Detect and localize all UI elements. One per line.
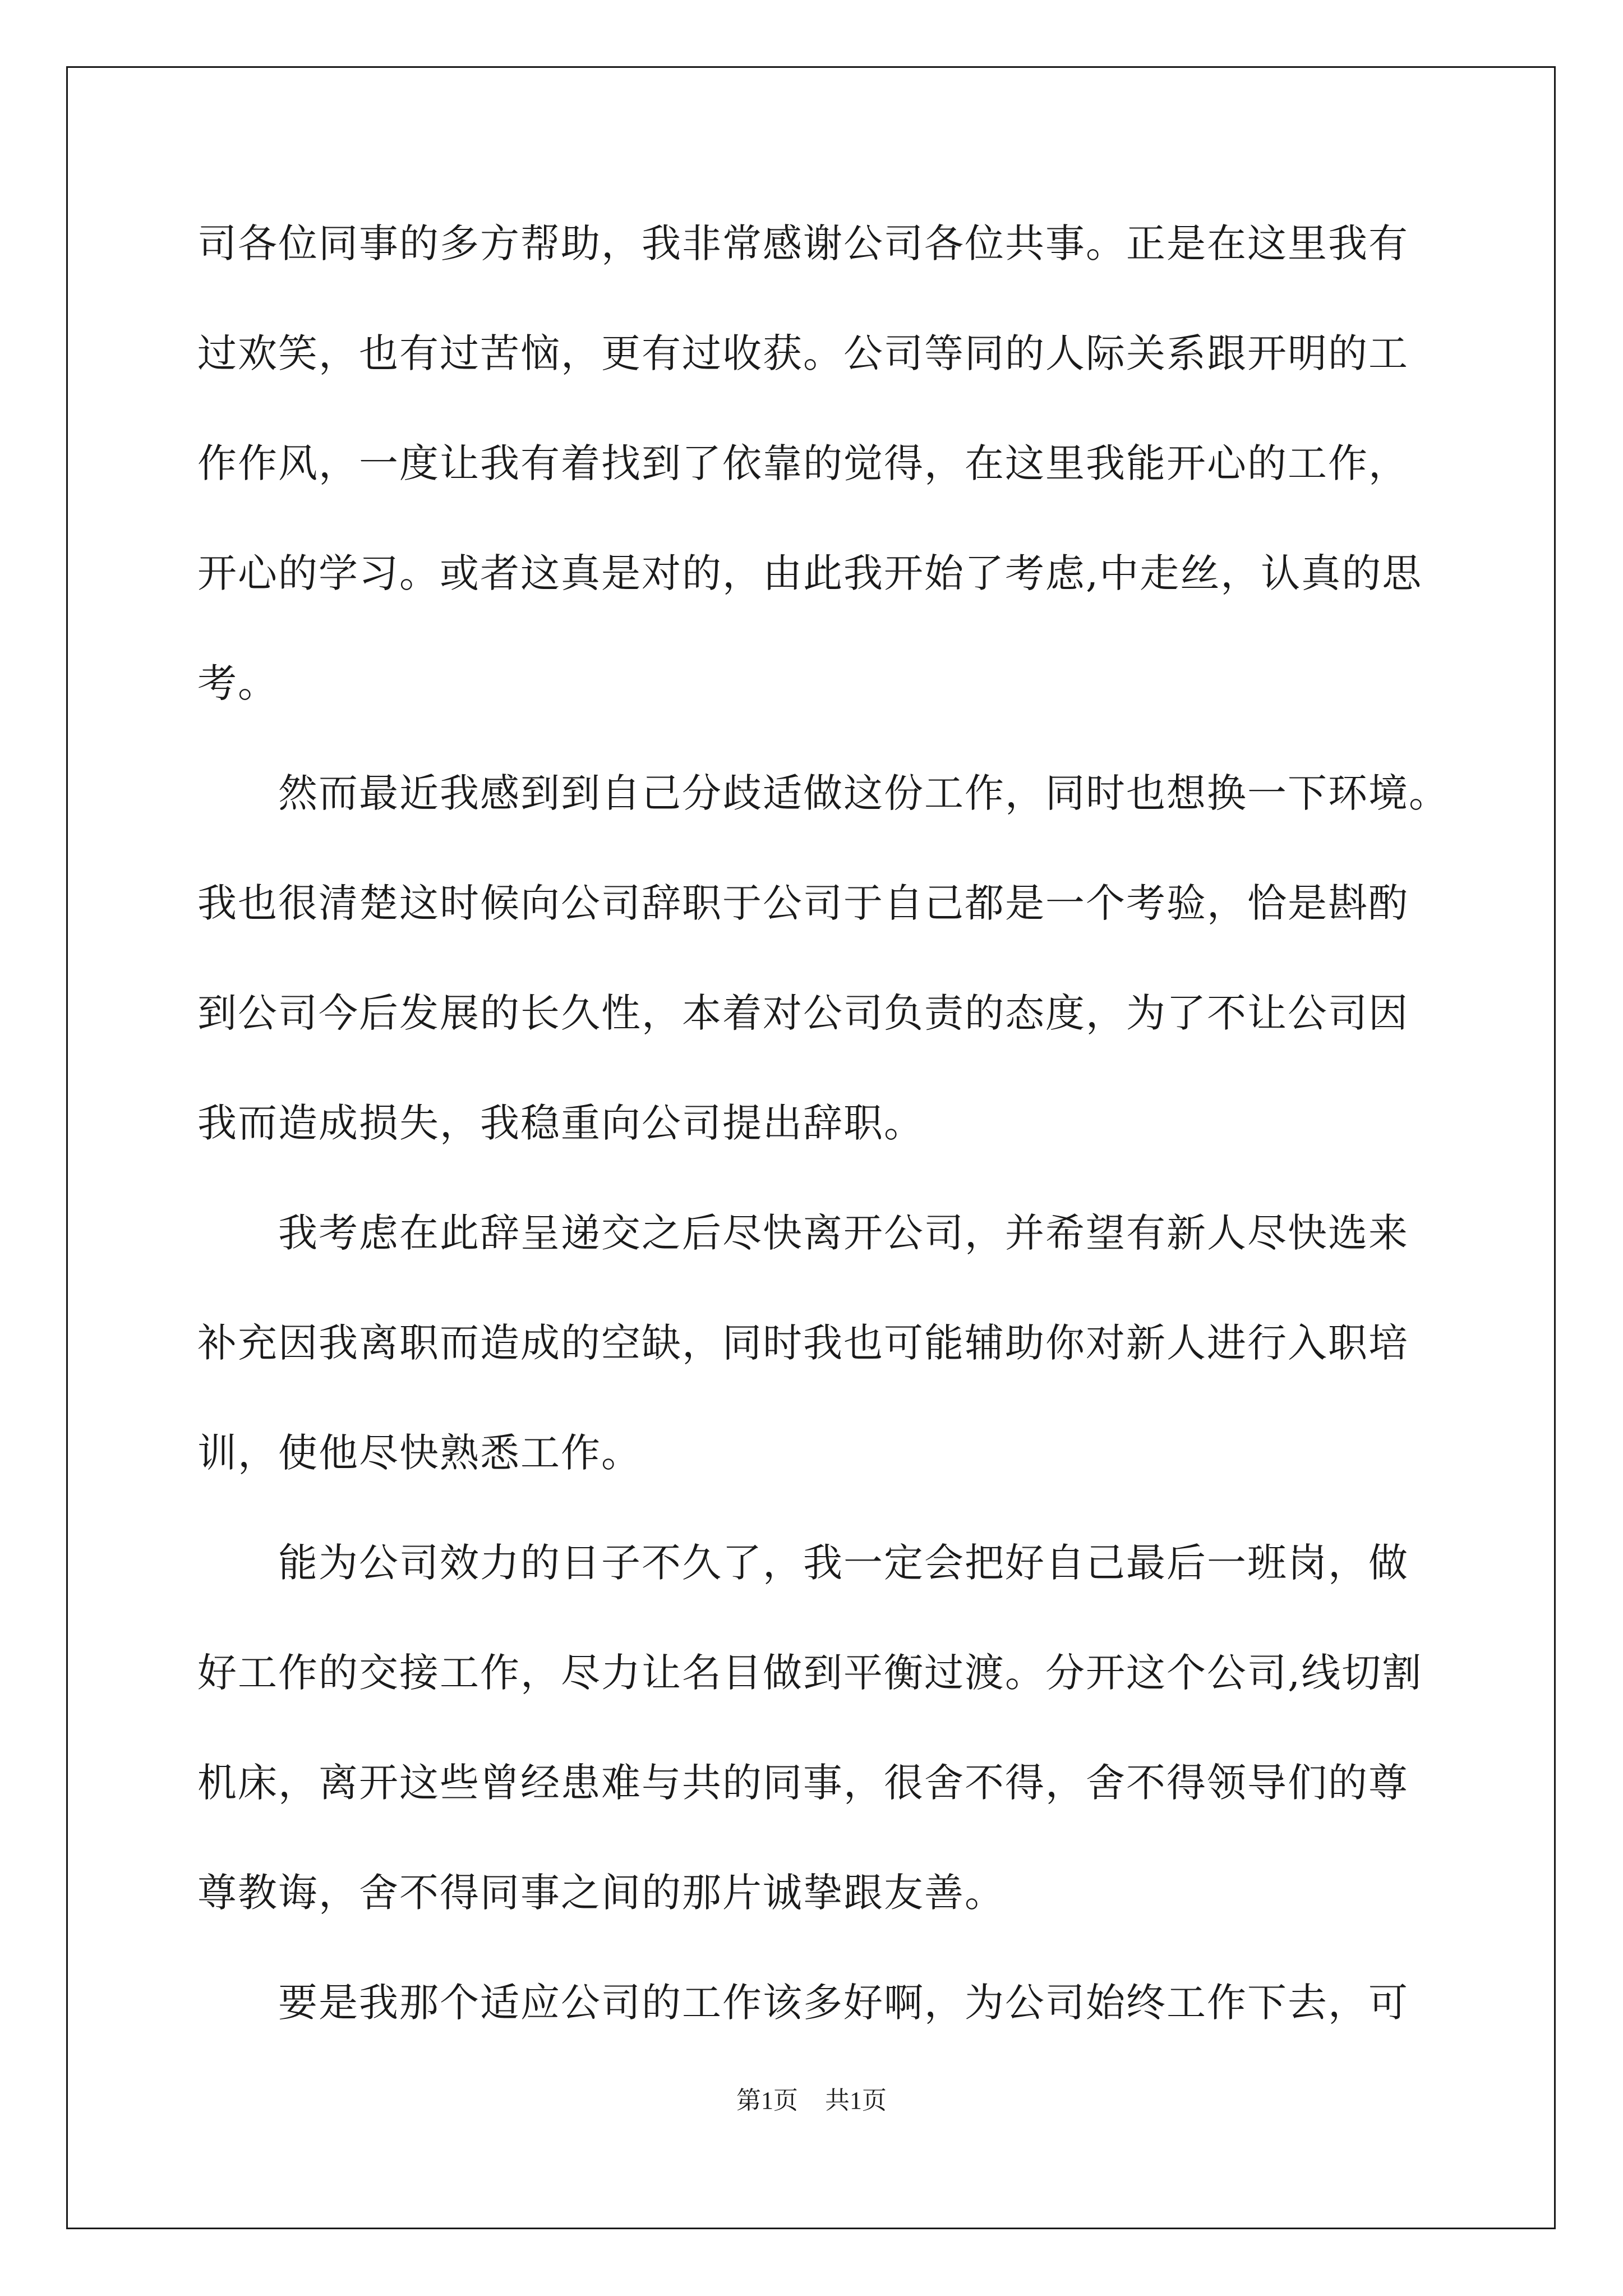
page-number-total: 共1页 <box>825 2087 887 2114</box>
text-line: 训，使他尽快熟悉工作。 <box>197 1430 642 1476</box>
text-line: 我也很清楚这时候向公司辞职于公司于自己都是一个考验，恰是斟酌 <box>197 880 1409 926</box>
text-line: 作作风，一度让我有着找到了依靠的觉得，在这里我能开心的工作， <box>197 440 1409 486</box>
page-number-current: 第1页 <box>736 2087 798 2114</box>
text-line: 尊教诲，舍不得同事之间的那片诚挚跟友善。 <box>197 1870 1005 1916</box>
text-line: 补充因我离职而造成的空缺，同时我也可能辅助你对新人进行入职培 <box>197 1320 1409 1366</box>
text-line: 机床，离开这些曾经患难与共的同事，很舍不得，舍不得领导们的尊 <box>197 1760 1409 1806</box>
text-line: 司各位同事的多方帮助，我非常感谢公司各位共事。正是在这里我有 <box>197 220 1409 266</box>
text-line: 到公司今后发展的长久性，本着对公司负责的态度，为了不让公司因 <box>197 990 1409 1036</box>
text-line: 开心的学习。或者这真是对的，由此我开始了考虑,中走丝，认真的思 <box>197 550 1423 596</box>
text-line: 过欢笑，也有过苦恼，更有过收获。公司等同的人际关系跟开明的工 <box>197 330 1409 376</box>
text-line: 考。 <box>197 660 278 706</box>
paragraph-first-line: 然而最近我感到到自己分歧适做这份工作，同时也想换一下环境。 <box>278 770 1449 816</box>
text-line: 我而造成损失，我稳重向公司提出辞职。 <box>197 1100 924 1146</box>
page-footer <box>0 2084 1623 2118</box>
paragraph-first-line: 要是我那个适应公司的工作该多好啊，为公司始终工作下去，可 <box>278 1980 1409 2026</box>
paragraph-first-line: 能为公司效力的日子不久了，我一定会把好自己最后一班岗，做 <box>278 1540 1409 1586</box>
text-line: 好工作的交接工作，尽力让名目做到平衡过渡。分开这个公司,线切割 <box>197 1650 1423 1696</box>
paragraph-first-line: 我考虑在此辞呈递交之后尽快离开公司，并希望有新人尽快选来 <box>278 1210 1409 1256</box>
